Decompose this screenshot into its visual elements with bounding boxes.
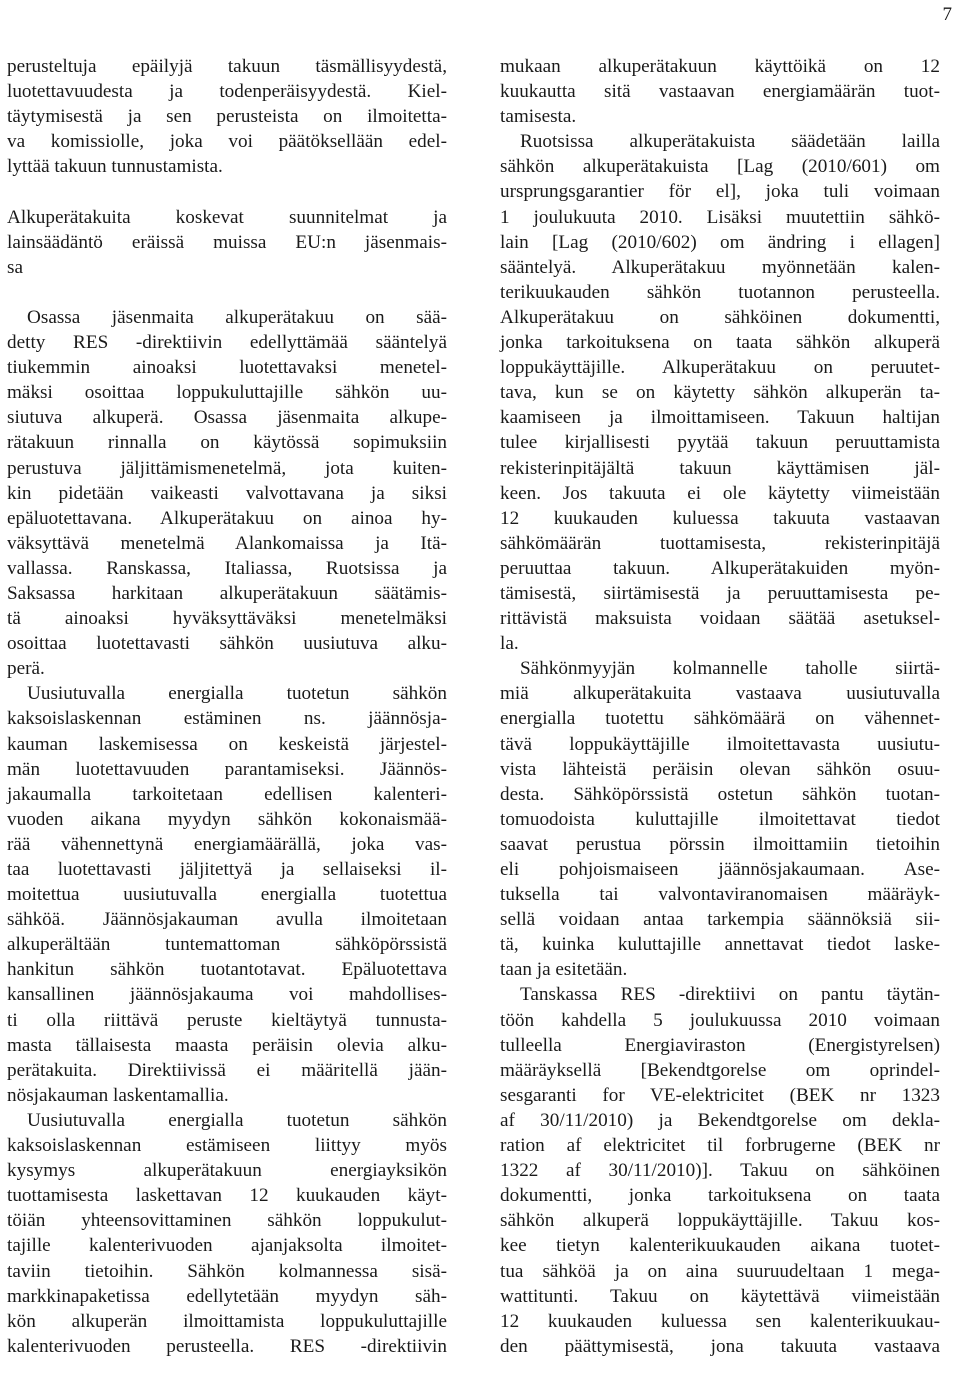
text-line: alkuperältään tuntemattoman sähköpörssistä <box>7 934 447 956</box>
text-line: lyttää takuun tunnustamista. <box>7 156 223 178</box>
text-line: tämisestä, siirtämisestä ja peruuttamisesta pe- <box>500 582 940 604</box>
paragraph-gap <box>7 179 447 204</box>
text-line: kee tietyn kalenterikuukauden aikana tuotet- <box>500 1235 940 1257</box>
text-line: va komissiolle, joka voi päätöksellään edel- <box>7 131 447 153</box>
text-line: epäluotettavana. Alkuperätakuu on ainoa hy- <box>7 507 447 529</box>
text-line: Uusiutuvalla energialla tuotetun sähkön <box>27 683 447 705</box>
text-line: kaamiseen ja ilmoittamiseen. Takuun haltijan <box>500 407 940 429</box>
text-line: la. <box>500 633 519 655</box>
text-line: täytymisestä ja sen perusteista on ilmoitetta- <box>7 106 447 128</box>
text-line: mäksi osoittaa loppukuluttajille sähkön uu- <box>7 382 447 404</box>
text-line: tävä loppukäyttäjille ilmoitettavasta uusiutu- <box>500 733 940 755</box>
text-line: kin pidetään vaikeasti valvottavana ja siksi <box>7 482 447 504</box>
text-line: taviin tietoihin. Sähkön kolmannessa sisä- <box>7 1260 447 1282</box>
text-line: vallassa. Ranskassa, Italiassa, Ruotsissa ja <box>7 557 447 579</box>
text-line: ursprungsgarantier för el], joka tuli voimaan <box>500 181 940 203</box>
text-line: perusteltuja epäilyjä takuun täsmällisyydestä, <box>7 56 447 77</box>
text-line: män luotettavuuden parantamiseksi. Jäännös- <box>7 758 447 780</box>
text-line: rittävistä maksuista voidaan säätää asetuksel- <box>500 608 940 630</box>
text-line: af 30/11/2010) ja Bekendtgorelse om dekla- <box>500 1109 940 1131</box>
text-line: sähkön alkuperätakuista [Lag (2010/601) om <box>500 156 940 178</box>
text-line: miä alkuperätakuita vastaava uusiutuvalla <box>500 683 940 705</box>
text-line: moitettua uusiutuvalla energialla tuotettua <box>7 884 447 906</box>
text-line: Tanskassa RES -direktiivi on pantu täytän- <box>520 984 940 1006</box>
text-line: kön alkuperän ilmoittamista loppukuluttajille <box>7 1310 447 1332</box>
text-line: Alkuperätakuita koskevat suunnitelmat ja <box>7 206 447 228</box>
text-line: sähkön alkuperä loppukäyttäjille. Takuu kos- <box>500 1210 940 1232</box>
text-line: luotettavuudesta ja todenperäisyydestä. Kiel- <box>7 81 447 103</box>
text-line: hankitun sähkön tuotantotavat. Epäluotettava <box>7 959 447 981</box>
text-line: saavat perustua pörssin ilmoittamiin tietoihin <box>500 833 940 855</box>
text-line: kuukautta sitä vastaavan energiamäärän tuot- <box>500 81 940 103</box>
text-line: detty RES -direktiivin edellyttämää sääntelyä <box>7 332 447 354</box>
text-line: sa <box>7 256 23 278</box>
text-line: tamisesta. <box>500 106 577 128</box>
text-line: den päättymisestä, jona takuuta vastaava <box>500 1335 940 1357</box>
text-line: siutuva alkuperä. Osassa jäsenmaita alkupe- <box>7 407 447 429</box>
text-line: tua sähköä ja on aina suuruudeltaan 1 mega- <box>500 1260 940 1282</box>
text-line: Uusiutuvalla energialla tuotetun sähkön <box>27 1109 447 1131</box>
text-line: masta tällaisesta maasta peräisin olevia alku- <box>7 1034 447 1056</box>
text-line: perätakuita. Direktiivissä ei määritellä jään- <box>7 1059 447 1081</box>
text-line: jonka tarkoituksena on taata sähkön alkuperä <box>500 332 940 354</box>
text-line: kalenterivuoden perusteella. RES -direktiivin <box>7 1335 447 1357</box>
text-line: tulleella Energiaviraston (Energistyrelsen) <box>500 1034 940 1056</box>
text-line: 12 kuukauden kuluessa takuuta vastaavan <box>500 507 940 529</box>
text-line: eli pohjoismaiseen jäännösjakaumaan. Ase- <box>500 859 940 880</box>
text-line: nösjakauman laskentamallia. <box>7 1084 229 1106</box>
text-line: kauman laskemisessa on keskeistä järjestel- <box>7 733 447 755</box>
text-line: osoittaa luotettavasti sähkön uusiutuva alku- <box>7 633 447 655</box>
text-line: wattitunti. Takuu on käytettävä viimeistään <box>500 1285 940 1307</box>
page-number: 7 <box>942 4 952 25</box>
text-line: lain [Lag (2010/602) om ändring i ellagen] <box>500 231 940 253</box>
text-line: desta. Sähköpörssistä ostetun sähkön tuotan- <box>500 783 940 805</box>
text-line: töön kahdella 5 joulukuussa 2010 voimaan <box>500 1009 940 1031</box>
text-line: tajille kalenterivuoden ajanjaksolta ilmoitet- <box>7 1235 447 1257</box>
text-line: väksyttävä menetelmä Alankomaissa ja Itä- <box>7 532 447 554</box>
text-line: kysymys alkuperätakuun energiayksikön <box>7 1160 447 1182</box>
text-line: 1322 af 30/11/2010)]. Takuu on sähköinen <box>500 1160 940 1182</box>
text-line: taa luotettavasti jäljitettyä ja sellaiseksi il- <box>7 859 447 880</box>
text-line: kaksoislaskennan estäminen ns. jäännösja- <box>7 708 447 730</box>
text-line: tä, kuinka kuluttajille annettavat tiedot laske- <box>500 934 940 956</box>
text-line: Ruotsissa alkuperätakuista säädetään lailla <box>520 131 940 153</box>
text-line: loppukäyttäjille. Alkuperätakuu on peruutet- <box>500 357 940 379</box>
text-line: töiän yhteensovittaminen sähkön loppukulut- <box>7 1210 447 1232</box>
text-line: 1 joulukuuta 2010. Lisäksi muutettiin sähkö- <box>500 206 940 228</box>
text-line: mukaan alkuperätakuun käyttöikä on 12 <box>500 56 940 77</box>
text-line: keen. Jos takuuta ei ole käytetty viimeistään <box>500 482 940 504</box>
text-line: kansallinen jäännösjakauma voi mahdollises- <box>7 984 447 1006</box>
text-line: dokumentti, jonka tarkoituksena on taata <box>500 1185 940 1207</box>
text-line: taan ja esitetään. <box>500 959 628 981</box>
text-line: Sähkönmyyjän kolmannelle taholle siirtä- <box>520 658 940 680</box>
text-line: Saksassa harkitaan alkuperätakuun säätämis- <box>7 582 447 604</box>
text-line: energialla tuotettu sähkömäärä on vähennet- <box>500 708 940 730</box>
text-line: terikuukauden sähkön tuotannon perusteella. <box>500 281 940 303</box>
text-line: lainsäädäntö eräissä muissa EU:n jäsenmais- <box>7 231 447 253</box>
text-line: tuksella tai valvontaviranomaisen määräyk- <box>500 884 940 906</box>
text-line: Alkuperätakuu on sähköinen dokumentti, <box>500 306 940 328</box>
text-line: perustuva jäljittämismenetelmä, jota kuiten- <box>7 457 447 479</box>
text-line: sääntelyä. Alkuperätakuu myönnetään kalen- <box>500 256 940 278</box>
text-line: rää vähennettynä energiamäärällä, joka vas- <box>7 833 447 855</box>
text-line: tava, kun se on käytetty sähkön alkuperän ta- <box>500 382 940 404</box>
text-line: sähkömäärän tuottamisesta, rekisterinpitäjä <box>500 532 940 554</box>
text-line: vuoden aikana myydyn sähkön kokonaismää- <box>7 808 447 830</box>
text-line: ration af elektricitet til forbrugerne (BEK nr <box>500 1135 940 1157</box>
left-text-column <box>7 54 447 1359</box>
text-line: tä ainoaksi hyväksyttäväksi menetelmäksi <box>7 608 447 630</box>
text-line: rekisterinpitäjältä takuun käyttämisen jäl- <box>500 457 940 479</box>
paragraph-gap <box>7 280 447 305</box>
text-line: perä. <box>7 658 45 680</box>
text-line: tomuodoista kuluttajille ilmoitettavat tiedot <box>500 808 940 830</box>
text-line: määräyksellä [Bekendtgorelse om oprindel- <box>500 1059 940 1081</box>
text-line: jakaumalla tarkoitetaan edellisen kalenteri- <box>7 783 447 805</box>
text-line: rätakuun rinnalla on käytössä sopimuksiin <box>7 432 447 454</box>
text-line: peruuttaa takuun. Alkuperätakuiden myön- <box>500 557 940 579</box>
text-line: tiukemmin ainoaksi luotettavaksi menetel- <box>7 357 447 379</box>
text-line: Osassa jäsenmaita alkuperätakuu on sää- <box>27 306 447 328</box>
text-line: tuottamisesta laskettavan 12 kuukauden käyt- <box>7 1185 447 1207</box>
text-line: 12 kuukauden kuluessa sen kalenterikuukau- <box>500 1310 940 1332</box>
text-line: ti olla riittävä peruste kieltäytyä tunnusta- <box>7 1009 447 1031</box>
text-line: markkinapaketissa edellytetään myydyn säh- <box>7 1285 447 1307</box>
text-line: sesgaranti for VE-elektricitet (BEK nr 1323 <box>500 1084 940 1106</box>
text-line: sähköä. Jäännösjakauman avulla ilmoitetaan <box>7 909 447 931</box>
text-line: sellä voidaan antaa tarkempia säännöksiä sii- <box>500 909 940 931</box>
text-line: tulee kirjallisesti pyytää takuun peruuttamista <box>500 432 940 454</box>
right-text-column <box>500 54 940 1359</box>
text-line: vista lähteistä peräisin olevan sähkön osuu- <box>500 758 940 780</box>
text-line: kaksoislaskennan estämiseen liittyy myös <box>7 1135 447 1157</box>
